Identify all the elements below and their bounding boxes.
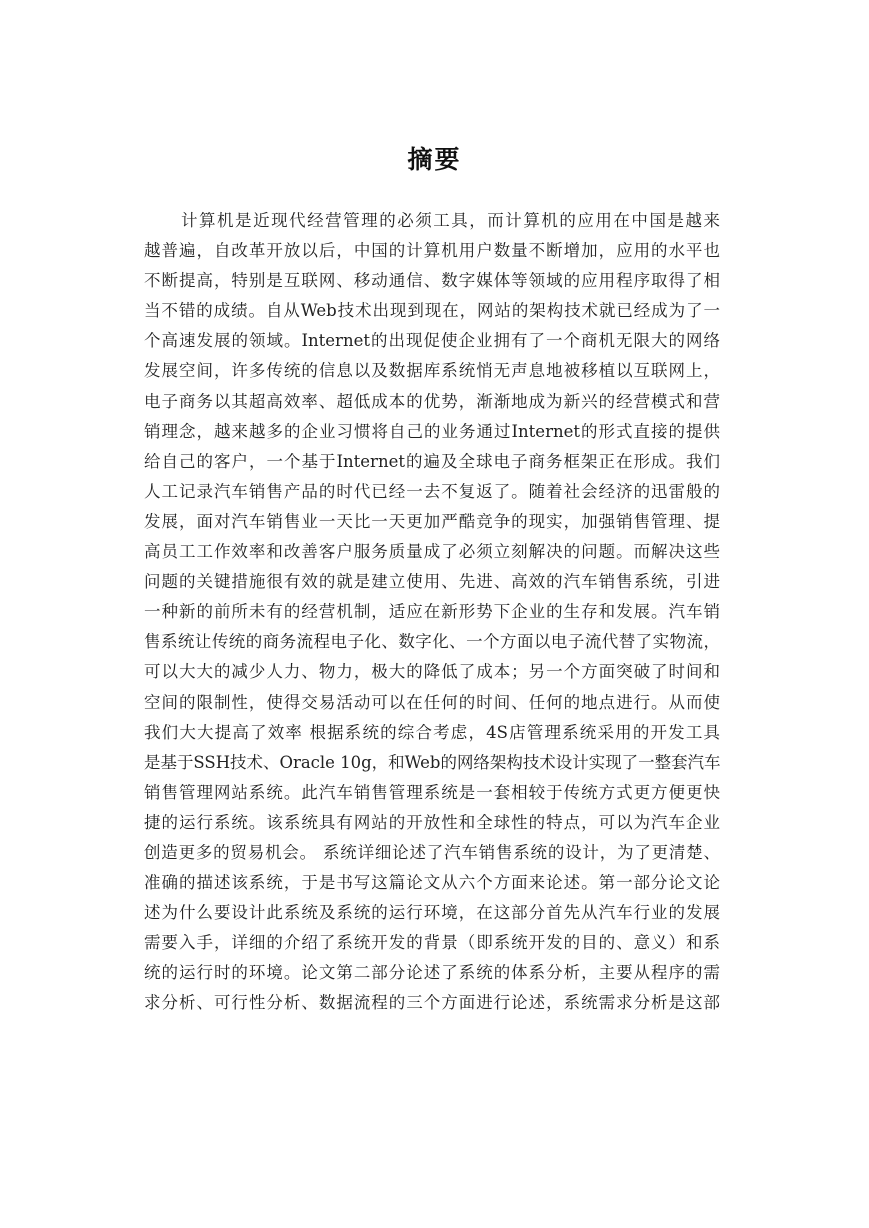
text-line: 当不错的成绩。自从Web技术出现到现在，网站的架构技术就已经成为了一 xyxy=(144,301,720,321)
page-title: 摘要 xyxy=(407,145,462,174)
text-line: 空间的限制性，使得交易活动可以在任何的时间、任何的地点进行。从而使 xyxy=(144,692,720,712)
text-line: 述为什么要设计此系统及系统的运行环境，在这部分首先从汽车行业的发展 xyxy=(144,903,720,923)
text-line: 是基于SSH技术、Oracle 10g，和Web的网络架构技术设计实现了一整套汽车 xyxy=(144,752,721,772)
text-line: 创造更多的贸易机会。 系统详细论述了汽车销售系统的设计，为了更清楚、 xyxy=(144,842,720,862)
text-line: 问题的关键措施很有效的就是建立使用、先进、高效的汽车销售系统，引进 xyxy=(144,572,720,592)
text-line: 人工记录汽车销售产品的时代已经一去不复返了。随着社会经济的迅雷般的 xyxy=(144,481,720,501)
text-line: 可以大大的减少人力、物力，极大的降低了成本；另一个方面突破了时间和 xyxy=(144,662,720,682)
text-line: 一种新的前所未有的经营机制，适应在新形势下企业的生存和发展。汽车销 xyxy=(144,602,720,622)
text-line: 发展空间，许多传统的信息以及数据库系统悄无声息地被移植以互联网上， xyxy=(144,361,720,381)
text-line: 捷的运行系统。该系统具有网站的开放性和全球性的特点，可以为汽车企业 xyxy=(144,812,720,832)
text-line: 我们大大提高了效率 根据系统的综合考虑，4S店管理系统采用的开发工具 xyxy=(144,722,720,742)
text-line: 电子商务以其超高效率、超低成本的优势，渐渐地成为新兴的经营模式和营 xyxy=(144,391,720,411)
text-line: 求分析、可行性分析、数据流程的三个方面进行论述，系统需求分析是这部 xyxy=(144,993,720,1013)
text-line: 销理念，越来越多的企业习惯将自己的业务通过Internet的形式直接的提供 xyxy=(144,421,720,441)
text-line: 不断提高，特别是互联网、移动通信、数字媒体等领域的应用程序取得了相 xyxy=(144,271,720,291)
text-line: 发展，面对汽车销售业一天比一天更加严酷竞争的现实，加强销售管理、提 xyxy=(144,511,720,531)
text-line: 需要入手，详细的介绍了系统开发的背景（即系统开发的目的、意义）和系 xyxy=(144,933,720,953)
text-line: 越普遍，自改革开放以后，中国的计算机用户数量不断增加，应用的水平也 xyxy=(144,241,720,261)
text-line: 高员工工作效率和改善客户服务质量成了必须立刻解决的问题。而解决这些 xyxy=(144,542,720,562)
text-line: 销售管理网站系统。此汽车销售管理系统是一套相较于传统方式更方便更快 xyxy=(144,782,720,802)
text-line: 售系统让传统的商务流程电子化、数字化、一个方面以电子流代替了实物流， xyxy=(144,632,720,652)
text-line: 统的运行时的环境。论文第二部分论述了系统的体系分析，主要从程序的需 xyxy=(144,963,720,983)
text-line: 准确的描述该系统，于是书写这篇论文从六个方面来论述。第一部分论文论 xyxy=(144,873,720,893)
abstract-body xyxy=(144,206,720,1019)
text-line: 个高速发展的领域。Internet的出现促使企业拥有了一个商机无限大的网络 xyxy=(144,331,720,351)
text-line: 计算机是近现代经营管理的必须工具，而计算机的应用在中国是越来 xyxy=(181,211,720,230)
text-line: 给自己的客户，一个基于Internet的遍及全球电子商务框架正在形成。我们 xyxy=(144,451,720,471)
